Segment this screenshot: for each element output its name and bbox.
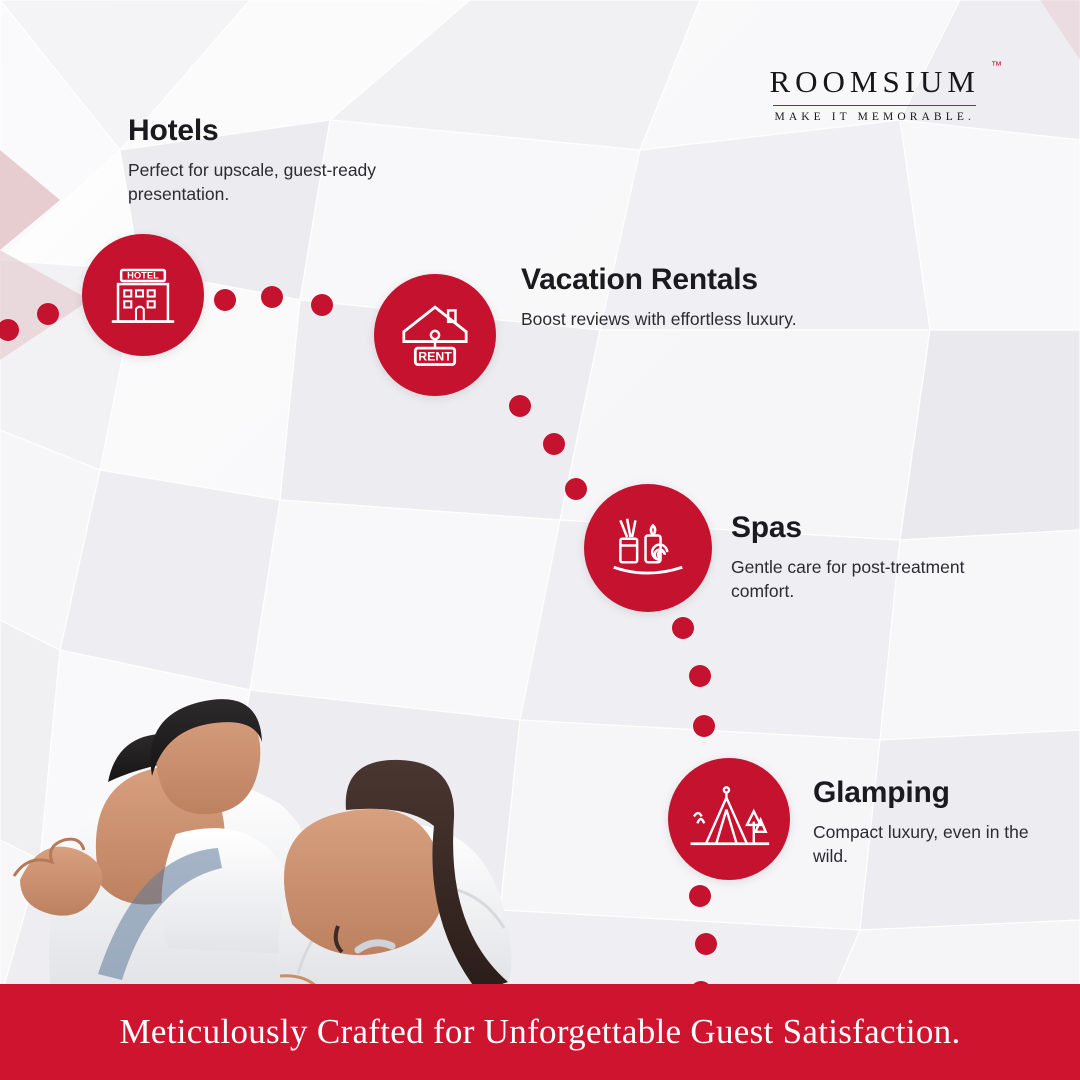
feature-spas: [731, 511, 971, 603]
glamping-tent-icon: [682, 772, 776, 866]
feature-title: Hotels: [128, 114, 219, 147]
feature-title: Glamping: [813, 776, 950, 809]
feature-description: Compact luxury, even in the wild.: [813, 822, 1029, 867]
hotel-badge[interactable]: [82, 234, 204, 356]
glamping-badge[interactable]: [668, 758, 790, 880]
spas-badge[interactable]: [584, 484, 712, 612]
brand-name: ROOMSIUM: [769, 64, 980, 99]
footer-headline: Meticulously Crafted for Unforgettable Guest Satisfaction.: [119, 1012, 961, 1051]
feature-description: Boost reviews with effortless luxury.: [521, 309, 797, 329]
trademark-symbol: ™: [991, 60, 1002, 72]
feature-description: Perfect for upscale, guest-ready presentation.: [128, 160, 377, 205]
feature-title: Vacation Rentals: [521, 263, 758, 296]
feature-description: Gentle care for post-treatment comfort.: [731, 557, 965, 602]
family-photo: [0, 364, 580, 984]
brand-tagline: MAKE IT MEMORABLE.: [774, 111, 975, 123]
svg-text:RENT: RENT: [418, 349, 452, 364]
hotel-building-icon: [104, 256, 182, 334]
footer-banner: [0, 984, 1080, 1080]
spa-candle-diffuser-icon: [602, 502, 694, 594]
feature-hotels: [128, 114, 408, 206]
feature-title: Spas: [731, 511, 802, 544]
feature-vacation-rentals: [521, 263, 851, 331]
svg-text:HOTEL: HOTEL: [127, 270, 159, 281]
feature-glamping: [813, 776, 1063, 868]
